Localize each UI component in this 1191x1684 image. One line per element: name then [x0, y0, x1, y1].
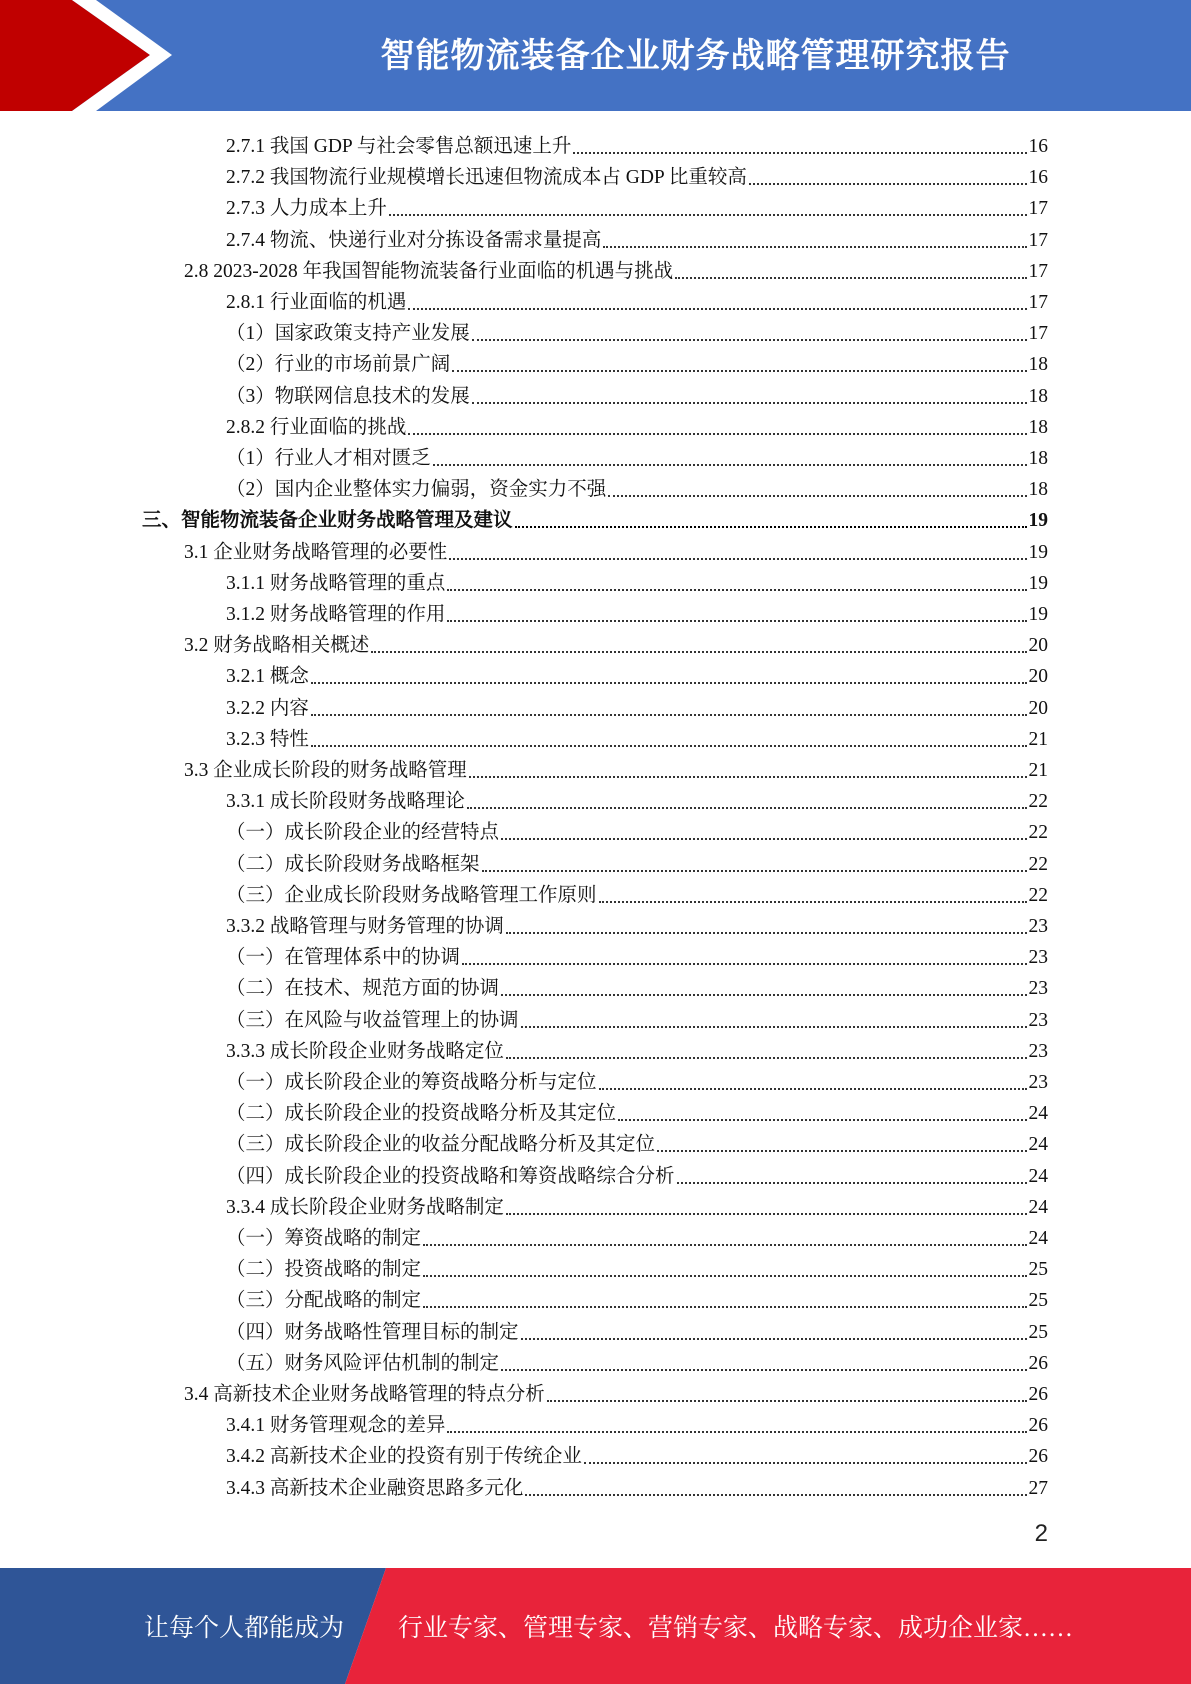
dot-leader [389, 213, 1027, 216]
dot-leader [311, 713, 1027, 716]
toc-entry-page: 21 [1028, 728, 1048, 750]
toc-entry-label: 3.2.1 概念 [226, 666, 309, 688]
toc-entry[interactable] [226, 720, 1048, 751]
toc-entry[interactable] [226, 470, 1048, 501]
toc-entry-label: （一）筹资战略的制定 [226, 1228, 422, 1249]
toc-entry[interactable] [226, 439, 1048, 470]
toc-entry-label: 3.2.2 内容 [226, 697, 309, 719]
toc-entry-label: 3.3.2 战略管理与财务管理的协调 [226, 916, 504, 937]
toc-entry-label: 3.3.4 成长阶段企业财务战略制定 [226, 1196, 504, 1218]
toc-entry-page: 17 [1028, 198, 1048, 220]
footer-slogan-left: 让每个人都能成为 [144, 1615, 345, 1642]
toc-entry-label: 3.3.1 成长阶段财务战略理论 [226, 791, 465, 813]
toc-entry[interactable] [226, 158, 1048, 189]
toc-entry[interactable] [226, 657, 1048, 688]
toc-entry-label: （一）成长阶段企业的筹资战略分析与定位 [226, 1072, 597, 1093]
toc-entry[interactable] [226, 1281, 1048, 1312]
toc-entry[interactable] [226, 1094, 1048, 1125]
toc-entry-label: （二）成长阶段企业的投资战略分析及其定位 [226, 1103, 617, 1125]
dot-leader [433, 463, 1027, 466]
toc-entry-label: 2.8.2 行业面临的挑战 [226, 416, 407, 438]
dot-leader [371, 650, 1026, 653]
page-number: 2 [1034, 1520, 1048, 1547]
toc-entry[interactable] [226, 345, 1048, 376]
toc-entry-page: 21 [1028, 760, 1048, 781]
toc-entry[interactable] [226, 283, 1048, 314]
dot-leader [506, 1212, 1027, 1215]
dot-leader [547, 1399, 1027, 1402]
toc-entry[interactable] [226, 1250, 1048, 1281]
toc-entry-page: 23 [1028, 978, 1048, 1000]
dot-leader [525, 1493, 1026, 1496]
dot-leader [408, 307, 1026, 310]
dot-leader [677, 1181, 1027, 1184]
toc-entry[interactable] [226, 845, 1048, 876]
toc-entry-label: （三）成长阶段企业的收益分配战略分析及其定位 [226, 1134, 656, 1156]
dot-leader [447, 619, 1026, 622]
dot-leader [501, 837, 1026, 840]
toc-entry-label: 3.4 高新技术企业财务战略管理的特点分析 [184, 1384, 545, 1405]
toc-entry-label: （2）行业的市场前景广阔 [226, 354, 451, 376]
toc-entry-page: 26 [1028, 1415, 1048, 1437]
toc-entry[interactable] [226, 408, 1048, 439]
dot-leader [423, 1274, 1026, 1277]
toc-entry-page: 25 [1028, 1259, 1048, 1281]
dot-leader [584, 1461, 1027, 1464]
toc-entry[interactable] [226, 1313, 1048, 1344]
toc-entry-label: 3.2 财务战略相关概述 [184, 635, 370, 657]
toc-entry-page: 18 [1028, 448, 1048, 469]
toc-entry-page: 19 [1028, 541, 1048, 563]
dot-leader [311, 681, 1027, 684]
toc-entry-page: 17 [1028, 292, 1048, 313]
toc-entry[interactable] [226, 1219, 1048, 1250]
dot-leader [618, 1118, 1026, 1121]
dot-leader [521, 1025, 1027, 1028]
dot-leader [521, 1337, 1027, 1340]
toc-entry[interactable] [142, 501, 1048, 532]
toc-entry-page: 24 [1028, 1228, 1048, 1249]
toc-entry-page: 20 [1028, 697, 1048, 719]
toc-entry[interactable] [226, 127, 1048, 158]
dot-leader [311, 744, 1027, 747]
toc-entry-label: 2.7.2 我国物流行业规模增长迅速但物流成本占 GDP 比重较高 [226, 167, 747, 189]
dot-leader [515, 525, 1027, 528]
report-title: 智能物流装备企业财务战略管理研究报告 [380, 36, 1011, 76]
toc-entry[interactable] [226, 1406, 1048, 1437]
toc-entry-label: 3.1.2 财务战略管理的作用 [226, 604, 446, 625]
toc-entry-page: 23 [1028, 916, 1048, 937]
toc-entry-label: （五）财务风险评估机制的制定 [226, 1352, 500, 1374]
dot-leader [469, 775, 1027, 778]
toc-entry-label: （1）国家政策支持产业发展 [226, 323, 470, 345]
dot-leader [423, 1305, 1026, 1308]
toc-entry-page: 25 [1028, 1290, 1048, 1312]
toc-entry[interactable] [226, 969, 1048, 1000]
dot-leader [599, 900, 1027, 903]
toc-entry-page: 27 [1028, 1477, 1048, 1499]
toc-entry-label: 3.3.3 成长阶段企业财务战略定位 [226, 1040, 504, 1062]
dot-leader [603, 245, 1026, 248]
toc-entry-page: 22 [1028, 853, 1048, 875]
toc-entry[interactable] [226, 1437, 1048, 1468]
toc-entry-label: （二）投资战略的制定 [226, 1259, 422, 1281]
toc-entry[interactable] [226, 1001, 1048, 1032]
toc-entry[interactable] [226, 1063, 1048, 1094]
toc-entry-page: 18 [1028, 479, 1048, 501]
toc-entry[interactable] [226, 377, 1048, 408]
toc-entry-label: 3.1.1 财务战略管理的重点 [226, 572, 446, 594]
toc-entry-page: 26 [1028, 1352, 1048, 1374]
toc-entry[interactable] [226, 1032, 1048, 1063]
dot-leader [482, 869, 1027, 872]
toc-entry[interactable] [226, 1188, 1048, 1219]
toc-entry-page: 20 [1028, 666, 1048, 688]
toc-entry-page: 18 [1028, 416, 1048, 438]
toc-entry-page: 17 [1028, 260, 1048, 282]
dot-leader [657, 1149, 1026, 1152]
dot-leader [506, 931, 1027, 934]
toc-entry-label: （四）成长阶段企业的投资战略和筹资战略综合分析 [226, 1165, 675, 1187]
dot-leader [501, 993, 1026, 996]
toc-entry-label: 2.7.3 人力成本上升 [226, 198, 387, 220]
toc-entry[interactable] [184, 751, 1048, 782]
toc-entry-page: 17 [1028, 229, 1048, 251]
toc-entry-label: 3.4.3 高新技术企业融资思路多元化 [226, 1477, 524, 1499]
toc-entry[interactable] [226, 907, 1048, 938]
toc-entry[interactable] [226, 782, 1048, 813]
toc-entry-page: 20 [1028, 635, 1048, 657]
toc-entry-label: 2.7.1 我国 GDP 与社会零售总额迅速上升 [226, 136, 572, 157]
dot-leader [599, 1087, 1027, 1090]
toc-entry-label: （2）国内企业整体实力偏弱，资金实力不强 [226, 479, 607, 501]
dot-leader [506, 1056, 1027, 1059]
toc-entry-page: 18 [1028, 354, 1048, 376]
page-footer [0, 1568, 1191, 1684]
toc-entry-label: （四）财务战略性管理目标的制定 [226, 1321, 519, 1343]
toc-entry-page: 16 [1028, 136, 1048, 157]
toc-entry[interactable] [226, 1157, 1048, 1188]
toc-entry-label: 3.4.2 高新技术企业的投资有别于传统企业 [226, 1446, 582, 1468]
toc-entry-label: 3.2.3 特性 [226, 728, 309, 750]
toc-entry-page: 16 [1028, 167, 1048, 189]
toc-entry-page: 19 [1028, 604, 1048, 625]
toc-entry-label: 2.8 2023-2028 年我国智能物流装备行业面临的机遇与挑战 [184, 260, 674, 282]
dot-leader [467, 806, 1027, 809]
toc-entry[interactable] [226, 689, 1048, 720]
toc-entry-page: 19 [1028, 510, 1048, 532]
toc-entry-label: 3.1 企业财务战略管理的必要性 [184, 541, 448, 563]
dot-leader [749, 182, 1027, 185]
toc-entry-label: （二）在技术、规范方面的协调 [226, 978, 500, 1000]
toc-entry-page: 22 [1028, 884, 1048, 906]
toc-entry-label: （三）在风险与收益管理上的协调 [226, 1009, 519, 1031]
dot-leader [423, 1243, 1026, 1246]
toc-entry[interactable] [184, 533, 1048, 564]
dot-leader [462, 962, 1026, 965]
dot-leader [472, 338, 1027, 341]
toc-entry[interactable] [226, 189, 1048, 220]
toc-entry-page: 24 [1028, 1134, 1048, 1156]
toc-entry-label: （二）成长阶段财务战略框架 [226, 853, 480, 875]
toc-entry[interactable] [226, 813, 1048, 844]
toc-entry-page: 17 [1028, 323, 1048, 345]
toc-entry[interactable] [184, 1375, 1048, 1406]
toc-entry-label: （一）在管理体系中的协调 [226, 947, 461, 969]
toc-entry-page: 23 [1028, 1072, 1048, 1093]
toc-entry-page: 18 [1028, 385, 1048, 407]
toc-entry-label: 2.8.1 行业面临的机遇 [226, 292, 407, 313]
dot-leader [447, 1430, 1026, 1433]
toc-entry-label: （三）企业成长阶段财务战略管理工作原则 [226, 884, 597, 906]
toc-entry[interactable] [184, 626, 1048, 657]
toc-entry-label: 2.7.4 物流、快递行业对分拣设备需求量提高 [226, 229, 602, 251]
toc-entry[interactable] [226, 1344, 1048, 1375]
dot-leader [501, 1368, 1026, 1371]
toc-entry-label: 3.3 企业成长阶段的财务战略管理 [184, 760, 467, 781]
toc-entry-label: （1）行业人才相对匮乏 [226, 448, 431, 469]
toc-entry-page: 19 [1028, 572, 1048, 594]
toc-entry[interactable] [226, 1469, 1048, 1500]
toc-entry-page: 22 [1028, 791, 1048, 813]
footer-slogan-right: 行业专家、管理专家、营销专家、战略专家、成功企业家…… [398, 1615, 1074, 1642]
page-header [0, 0, 1191, 111]
dot-leader [608, 494, 1026, 497]
dot-leader [675, 276, 1026, 279]
toc-entry-page: 23 [1028, 1040, 1048, 1062]
toc-entry-page: 24 [1028, 1196, 1048, 1218]
toc-entry-page: 26 [1028, 1384, 1048, 1405]
dot-leader [449, 557, 1026, 560]
toc-entry-label: （三）分配战略的制定 [226, 1290, 422, 1312]
toc-entry[interactable] [226, 314, 1048, 345]
toc-entry-label: 三、智能物流装备企业财务战略管理及建议 [142, 510, 513, 532]
toc-entry-page: 24 [1028, 1103, 1048, 1125]
toc-entry[interactable] [226, 564, 1048, 595]
toc-entry[interactable] [226, 595, 1048, 626]
toc-entry-label: （3）物联网信息技术的发展 [226, 385, 470, 407]
toc-entry[interactable] [226, 938, 1048, 969]
toc-entry[interactable] [184, 252, 1048, 283]
toc-entry-page: 23 [1028, 1009, 1048, 1031]
toc-entry-page: 24 [1028, 1165, 1048, 1187]
toc-entry-page: 25 [1028, 1321, 1048, 1343]
toc-entry[interactable] [226, 221, 1048, 252]
toc-entry[interactable] [226, 1125, 1048, 1156]
dot-leader [452, 369, 1026, 372]
toc-entry-label: （一）成长阶段企业的经营特点 [226, 822, 500, 844]
toc-entry-page: 23 [1028, 947, 1048, 969]
toc-entry[interactable] [226, 876, 1048, 907]
dot-leader [447, 588, 1026, 591]
dot-leader [472, 401, 1027, 404]
toc-entry-page: 22 [1028, 822, 1048, 844]
toc-entry-page: 26 [1028, 1446, 1048, 1468]
dot-leader [573, 151, 1026, 154]
dot-leader [408, 432, 1026, 435]
toc-entry-label: 3.4.1 财务管理观念的差异 [226, 1415, 446, 1437]
